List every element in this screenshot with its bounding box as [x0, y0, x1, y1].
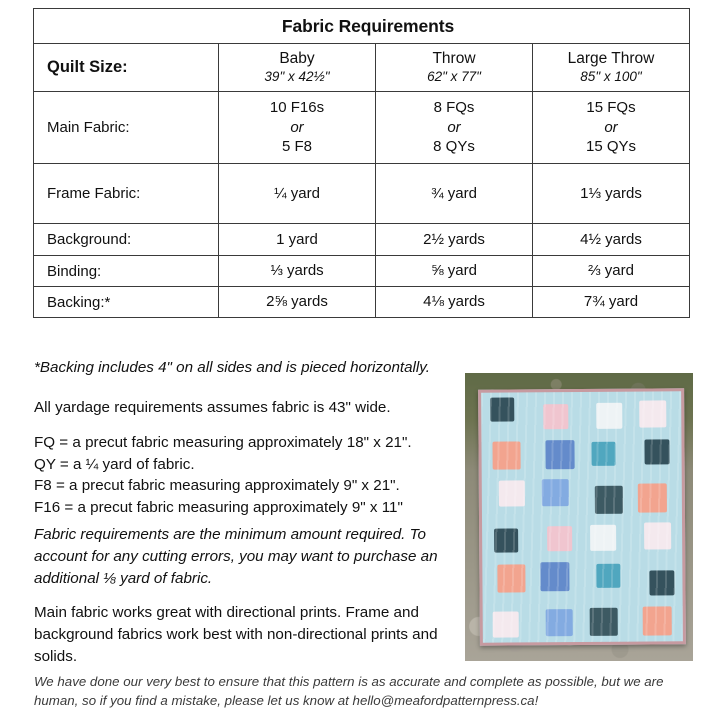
size-name: Throw: [432, 49, 476, 67]
quilt-patch: [649, 570, 674, 595]
definition-f16: F16 = a precut fabric measuring approximately 9" x 11": [34, 498, 403, 516]
row-label-frame-fabric: Frame Fabric:: [34, 164, 219, 224]
cell-binding-throw: ⅝ yard: [376, 256, 533, 287]
definition-fq: FQ = a precut fabric measuring approximately 18" x 21".: [34, 434, 412, 451]
size-name: Baby: [279, 49, 315, 67]
cell-line: 8 FQs: [433, 98, 475, 116]
size-column-baby: [219, 44, 376, 92]
cell-line: 15 FQs: [586, 98, 636, 116]
cell-backing-large-throw: 7¾ yard: [533, 287, 690, 318]
cell-line: or: [447, 118, 461, 136]
quilt-patch: [638, 484, 667, 513]
row-label-backing: Backing:*: [34, 287, 219, 318]
quilt-patch: [497, 564, 525, 592]
cell-frame-fabric-large-throw: 1⅓ yards: [533, 164, 690, 224]
quilt-patch: [541, 479, 568, 506]
row-label-background: Background:: [34, 224, 219, 256]
table-row: [34, 224, 690, 256]
cell-frame-fabric-throw: ¾ yard: [376, 164, 533, 224]
disclaimer-footer: We have done our very best to ensure that this pattern is as accurate and complete as possible, but we are human, so if you find a mistake, please let us know at hello@meafordpatternpress.ca!: [34, 674, 664, 709]
quilt-patch: [493, 611, 519, 637]
table-row: [34, 287, 690, 318]
table-header-row: [34, 44, 690, 92]
table-title-row: [34, 9, 690, 44]
cell-frame-fabric-baby: ¼ yard: [219, 164, 376, 224]
table-title: Fabric Requirements: [34, 9, 690, 44]
size-name: Large Throw: [567, 49, 655, 67]
quilt-patch: [592, 441, 616, 465]
row-label-main-fabric: Main Fabric:: [34, 92, 219, 164]
definitions-list: [34, 432, 466, 518]
quilt-patch: [490, 398, 514, 422]
backing-note: *Backing includes 4" on all sides and is pieced horizontally.: [34, 359, 430, 376]
quilt-patch: [595, 485, 623, 513]
quilt-patch: [590, 525, 616, 551]
cell-line: or: [290, 118, 304, 136]
fabric-requirements-table: [33, 8, 690, 318]
quilt-patch: [642, 606, 671, 635]
cell-background-throw: 2½ yards: [376, 224, 533, 256]
definition-f8: F8 = a precut fabric measuring approximately 9" x 21".: [34, 477, 400, 495]
quilt-patch: [492, 442, 520, 470]
cell-backing-throw: 4⅛ yards: [376, 287, 533, 318]
cell-backing-baby: 2⅝ yards: [219, 287, 376, 318]
cell-binding-baby: ⅓ yards: [219, 256, 376, 287]
quilt-surface: [478, 388, 686, 645]
size-dims: 85" x 100": [580, 68, 642, 84]
table-row: [34, 256, 690, 287]
size-column-large-throw: [533, 44, 690, 92]
quilt-patch: [639, 401, 666, 428]
table-row: [34, 92, 690, 164]
cell-line: 5 F8: [281, 138, 312, 156]
quilt-patch: [589, 608, 617, 636]
yardage-note: All yardage requirements assumes fabric is 43" wide.: [34, 399, 391, 416]
quilt-patch: [498, 481, 524, 507]
cell-background-baby: 1 yard: [219, 224, 376, 256]
quilt-patch: [494, 528, 518, 552]
size-column-throw: [376, 44, 533, 92]
cell-background-large-throw: 4½ yards: [533, 224, 690, 256]
quilt-patch: [596, 402, 622, 428]
cell-main-fabric-throw: [376, 92, 533, 164]
size-dims: 62" x 77": [427, 68, 481, 84]
cell-line: 8 QYs: [433, 138, 475, 156]
directional-prints-note: Main fabric works great with directional prints. Frame and background fabrics work best with non-directional prints and solids.: [34, 604, 438, 665]
cell-line: 15 QYs: [585, 138, 637, 156]
quilt-patch: [645, 440, 670, 465]
size-dims: 39" x 42½": [264, 68, 330, 84]
quilt-patch: [596, 564, 620, 588]
quilt-patch: [546, 440, 575, 469]
quilt-size-label: Quilt Size:: [34, 44, 219, 92]
cell-main-fabric-baby: [219, 92, 376, 164]
cell-line: or: [604, 118, 618, 136]
quilt-patch: [546, 610, 573, 637]
quilt-patch: [540, 562, 569, 591]
minimum-requirements-note: Fabric requirements are the minimum amount required. To account for any cutting errors, you may want to purchase an additional ⅛ yard of fabric.: [34, 526, 438, 587]
cell-main-fabric-large-throw: [533, 92, 690, 164]
quilt-patch: [543, 404, 568, 429]
row-label-binding: Binding:: [34, 256, 219, 287]
quilt-patch: [644, 523, 671, 550]
cell-line: 10 F16s: [269, 98, 325, 116]
quilt-photo: [465, 373, 693, 661]
quilt-patch: [547, 526, 572, 551]
table-row: [34, 164, 690, 224]
definition-qy: QY = a ¼ yard of fabric.: [34, 455, 195, 473]
cell-binding-large-throw: ⅔ yard: [533, 256, 690, 287]
